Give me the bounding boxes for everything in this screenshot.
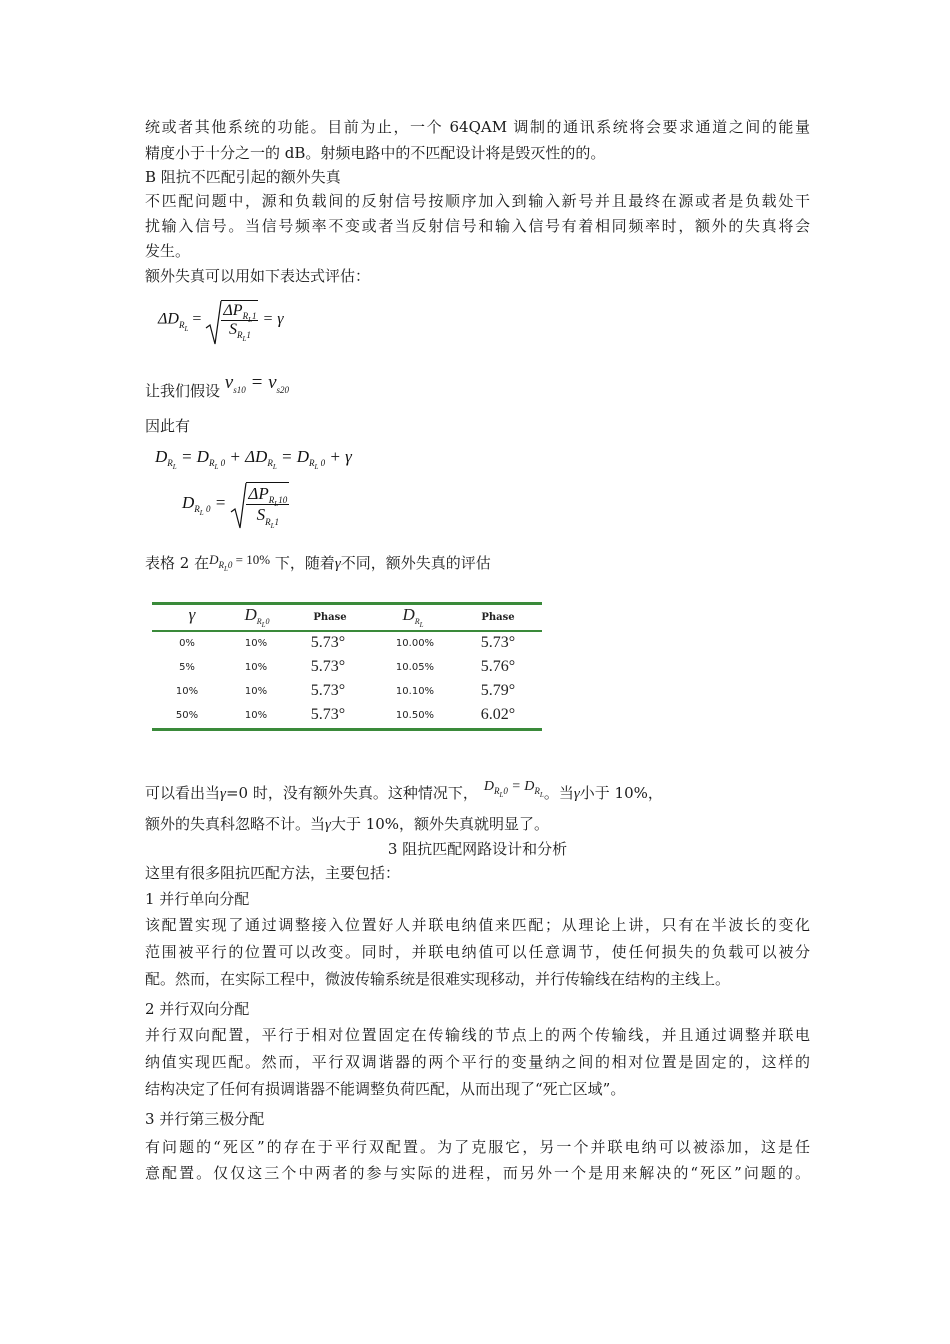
table-cell: 10% bbox=[244, 638, 268, 649]
table-bottom-rule bbox=[152, 728, 542, 731]
table-cell: 5.76° bbox=[480, 658, 516, 675]
subsection-heading: 2 并行双向分配 bbox=[145, 1000, 250, 1018]
table-cell: 10% bbox=[244, 710, 268, 721]
table-cell: 10% bbox=[244, 662, 268, 673]
paragraph-line: 有问题的“死区”的存在于平行双配置。为了克服它，另一个并联电纳可以被添加，这是任 bbox=[145, 1138, 810, 1156]
table-cell: 5.79° bbox=[480, 682, 516, 699]
section-heading-b: B 阻抗不匹配引起的额外失真 bbox=[145, 168, 341, 186]
subsection-heading: 1 并行单向分配 bbox=[145, 890, 250, 908]
paragraph-line: 因此有 bbox=[145, 417, 191, 435]
table-header-drl: $D_{RL}$ bbox=[402, 605, 424, 630]
paragraph-line: 意配置。仅仅这三个中两者的参与实际的进程，而另外一个是用来解决的“死区”问题的。 bbox=[145, 1164, 810, 1182]
sqrt-symbol: $\frac{\Delta P_{R_L1}}{S_{R_L1}}$ bbox=[205, 300, 258, 339]
table-caption: 表格 2 在$D_{R_L0} = 10\%$ 下，随着γ不同，额外失真的评估 bbox=[145, 552, 491, 573]
table-cell: 5.73° bbox=[310, 706, 346, 723]
paragraph-line: 让我们假设 $v_{s10} = v_{s20}$ bbox=[145, 372, 290, 400]
paragraph-line: 精度小于十分之一的 dB。射频电路中的不匹配设计将是毁灭性的的。 bbox=[145, 144, 606, 162]
paragraph-line: 发生。 bbox=[145, 242, 191, 260]
paragraph-line: 范围被平行的位置可以改变。同时，并联电纳值可以任意调节，使任何损失的负载可以被分 bbox=[145, 943, 810, 961]
paragraph-line: 额外失真可以用如下表达式评估： bbox=[145, 267, 371, 285]
section-title: 3 阻抗匹配网路设计和分析 bbox=[387, 840, 568, 858]
table-cell: 5.73° bbox=[310, 682, 346, 699]
paragraph-line: 纳值实现匹配。然而，平行双调谐器的两个平行的变量纳之间的相对位置是固定的，这样的 bbox=[145, 1053, 810, 1071]
table-header-gamma: γ bbox=[188, 605, 196, 624]
table-cell: 5.73° bbox=[310, 658, 346, 675]
table-header-d0: $D_{RL0}$ bbox=[244, 605, 270, 630]
table-header-phase: Phase bbox=[313, 612, 347, 623]
paragraph-line: 这里有很多阻抗匹配方法，主要包括： bbox=[145, 864, 401, 882]
table-cell: 10.00% bbox=[395, 638, 435, 649]
paragraph-line: 不匹配问题中，源和负载间的反射信号按顺序加入到输入新号并且最终在源或者是负载处干 bbox=[145, 192, 810, 210]
table-cell: 0% bbox=[179, 638, 195, 649]
table-cell: 6.02° bbox=[480, 706, 516, 723]
table-cell: 5.73° bbox=[480, 634, 516, 651]
table-cell: 50% bbox=[175, 710, 199, 721]
paragraph-line: 并行双向配置，平行于相对位置固定在传输线的节点上的两个传输线，并且通过调整并联电 bbox=[145, 1026, 810, 1044]
subsection-heading: 3 并行第三极分配 bbox=[145, 1110, 265, 1128]
equation-assume: $v_{s10} = v_{s20}$ bbox=[224, 372, 290, 395]
paragraph-line: 统或者其他系统的功能。目前为止，一个 64QAM 调制的通讯系统将会要求通道之间的能量 bbox=[145, 118, 810, 136]
table-cell: 10.10% bbox=[395, 686, 435, 697]
table-header-phase: Phase bbox=[481, 612, 515, 623]
equation-base-distortion: $D_{R_L 0}$ = $\frac{\Delta P_{R_L10}}{S_{R_L1}}$ bbox=[182, 484, 288, 530]
paragraph-line: 扰输入信号。当信号频率不变或者当反射信号和输入信号有着相同频率时，额外的失真将会 bbox=[145, 217, 810, 235]
sqrt-symbol: $\frac{\Delta P_{R_L10}}{S_{R_L1}}$ bbox=[230, 482, 289, 526]
equation-total-distortion: $D_{R_L} = D_{R_L 0} + \Delta D_{R_L} = D_{R_L 0} + \gamma$ bbox=[155, 447, 352, 472]
equation-distortion: $\Delta D_{R_L}$ = $\frac{\Delta P_{R_L1}}{S_{R_L1}}$ = γ bbox=[158, 302, 284, 344]
table-cell: 10.05% bbox=[395, 662, 435, 673]
table-cell: 10.50% bbox=[395, 710, 435, 721]
paragraph-line: 结构决定了任何有损调谐器不能调整负荷匹配，从而出现了“死亡区域”。 bbox=[145, 1080, 626, 1098]
table-cell: 5% bbox=[179, 662, 195, 673]
table-cell: 10% bbox=[244, 686, 268, 697]
table-cell: 10% bbox=[175, 686, 199, 697]
table-cell: 5.73° bbox=[310, 634, 346, 651]
paragraph-line: 额外的失真科忽略不计。当γ大于 10%，额外失真就明显了。 bbox=[145, 815, 550, 833]
paragraph-line: 该配置实现了通过调整接入位置好人并联电纳值来匹配；从理论上讲，只有在半波长的变化 bbox=[145, 916, 810, 934]
table-header-rule bbox=[152, 630, 542, 632]
paragraph-line: 可以看出当γ=0 时，没有额外失真。这种情况下， $D_{R_L0} = D_{R_L}$。当γ小于 10%， bbox=[145, 779, 663, 802]
paragraph-line: 配。然而，在实际工程中，微波传输系统是很难实现移动，并行传输线在结构的主线上。 bbox=[145, 970, 731, 988]
